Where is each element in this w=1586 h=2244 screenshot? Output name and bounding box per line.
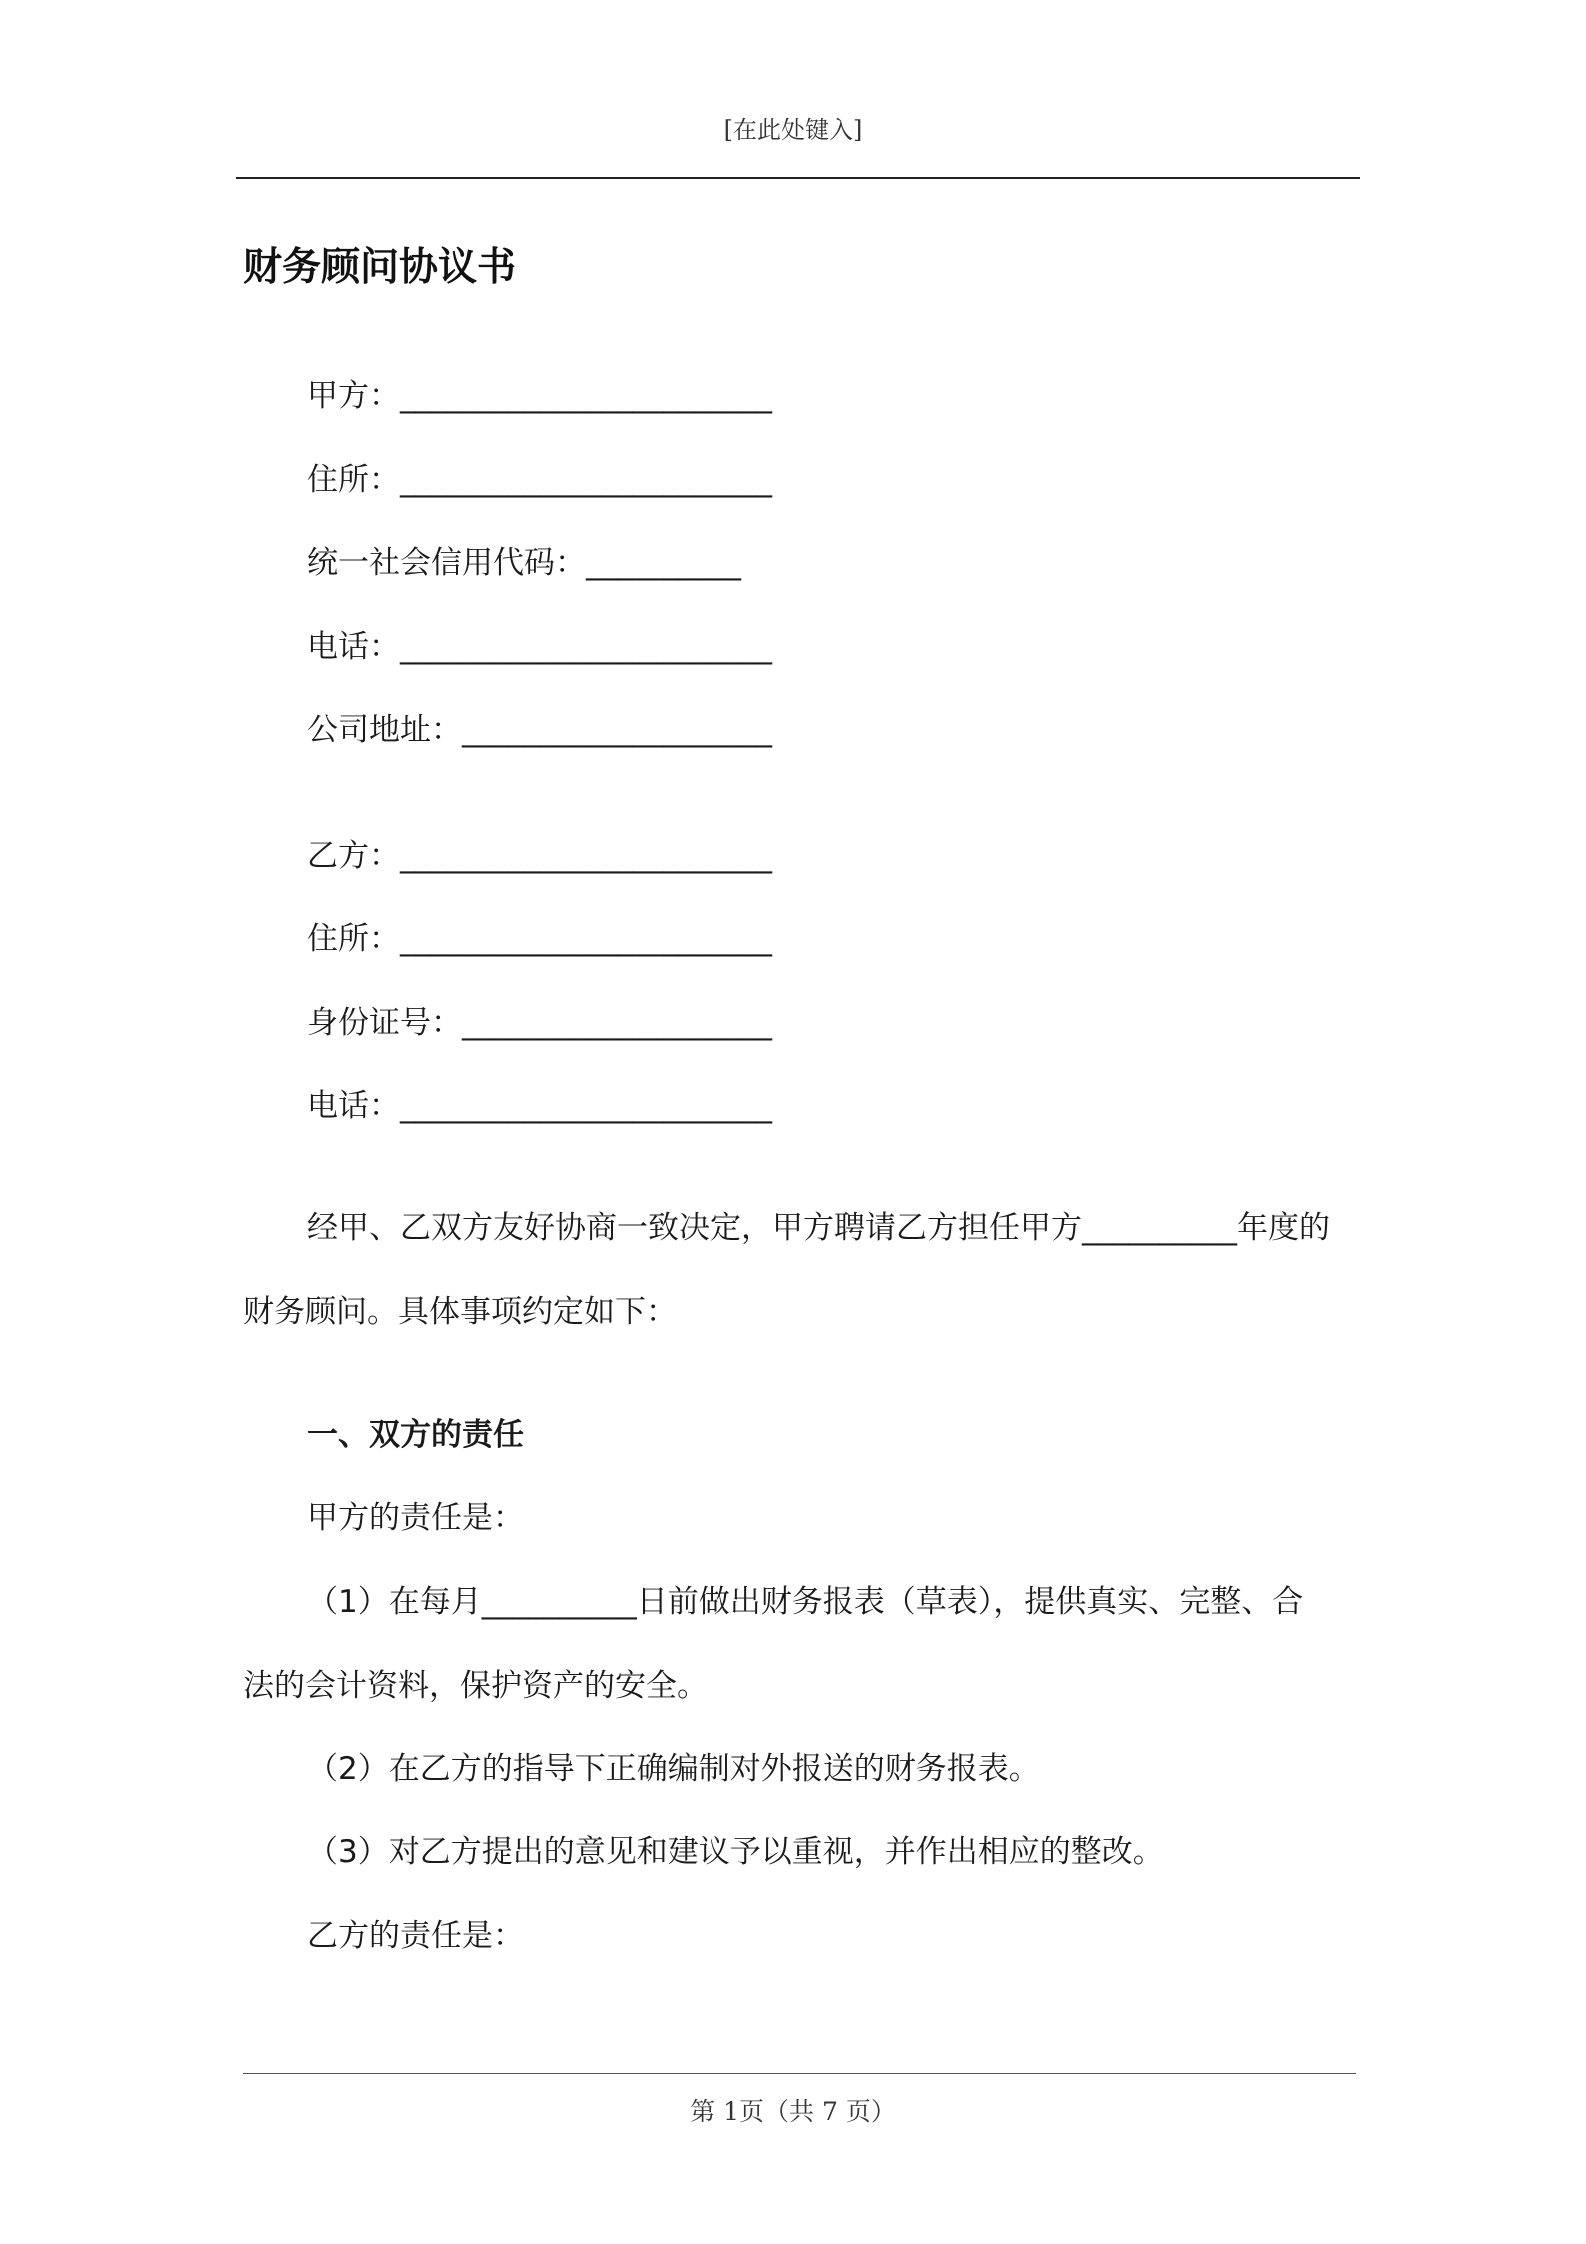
party-a-address-field: 公司地址：____________________ — [307, 712, 772, 748]
party-b-phone-field: 电话：________________________ — [307, 1088, 772, 1124]
party-b-name-field: 乙方：________________________ — [307, 838, 772, 874]
party-b-id-number-field: 身份证号：____________________ — [307, 1005, 772, 1041]
intro-paragraph-line1: 经甲、乙双方友好协商一致决定，甲方聘请乙方担任甲方__________年度的 — [307, 1210, 1330, 1246]
duty-item-2: （2）在乙方的指导下正确编制对外报送的财务报表。 — [307, 1751, 1040, 1787]
footer-divider — [243, 2073, 1356, 2074]
duty-item-3: （3）对乙方提出的意见和建议予以重视，并作出相应的整改。 — [307, 1834, 1164, 1870]
party-a-domicile-field: 住所：________________________ — [307, 462, 772, 498]
party-a-credit-code-field: 统一社会信用代码：__________ — [307, 545, 741, 581]
party-a-phone-field: 电话：________________________ — [307, 629, 772, 665]
document-title: 财务顾问协议书 — [243, 245, 517, 290]
party-a-duties-heading: 甲方的责任是： — [307, 1500, 524, 1536]
party-a-name-field: 甲方：________________________ — [307, 378, 772, 414]
section-heading: 一、双方的责任 — [307, 1417, 524, 1453]
header-divider — [236, 177, 1360, 179]
intro-paragraph-line2: 财务顾问。具体事项约定如下： — [243, 1294, 677, 1330]
party-b-domicile-field: 住所：________________________ — [307, 921, 772, 957]
party-b-duties-heading: 乙方的责任是： — [307, 1918, 524, 1954]
duty-item-1-line2: 法的会计资料，保护资产的安全。 — [243, 1668, 708, 1704]
duty-item-1-line1: （1）在每月__________日前做出财务报表（草表），提供真实、完整、合 — [307, 1584, 1304, 1620]
page-number: 第 1页（共 7 页） — [690, 2097, 896, 2126]
page-header: [在此处键入] — [723, 116, 863, 144]
